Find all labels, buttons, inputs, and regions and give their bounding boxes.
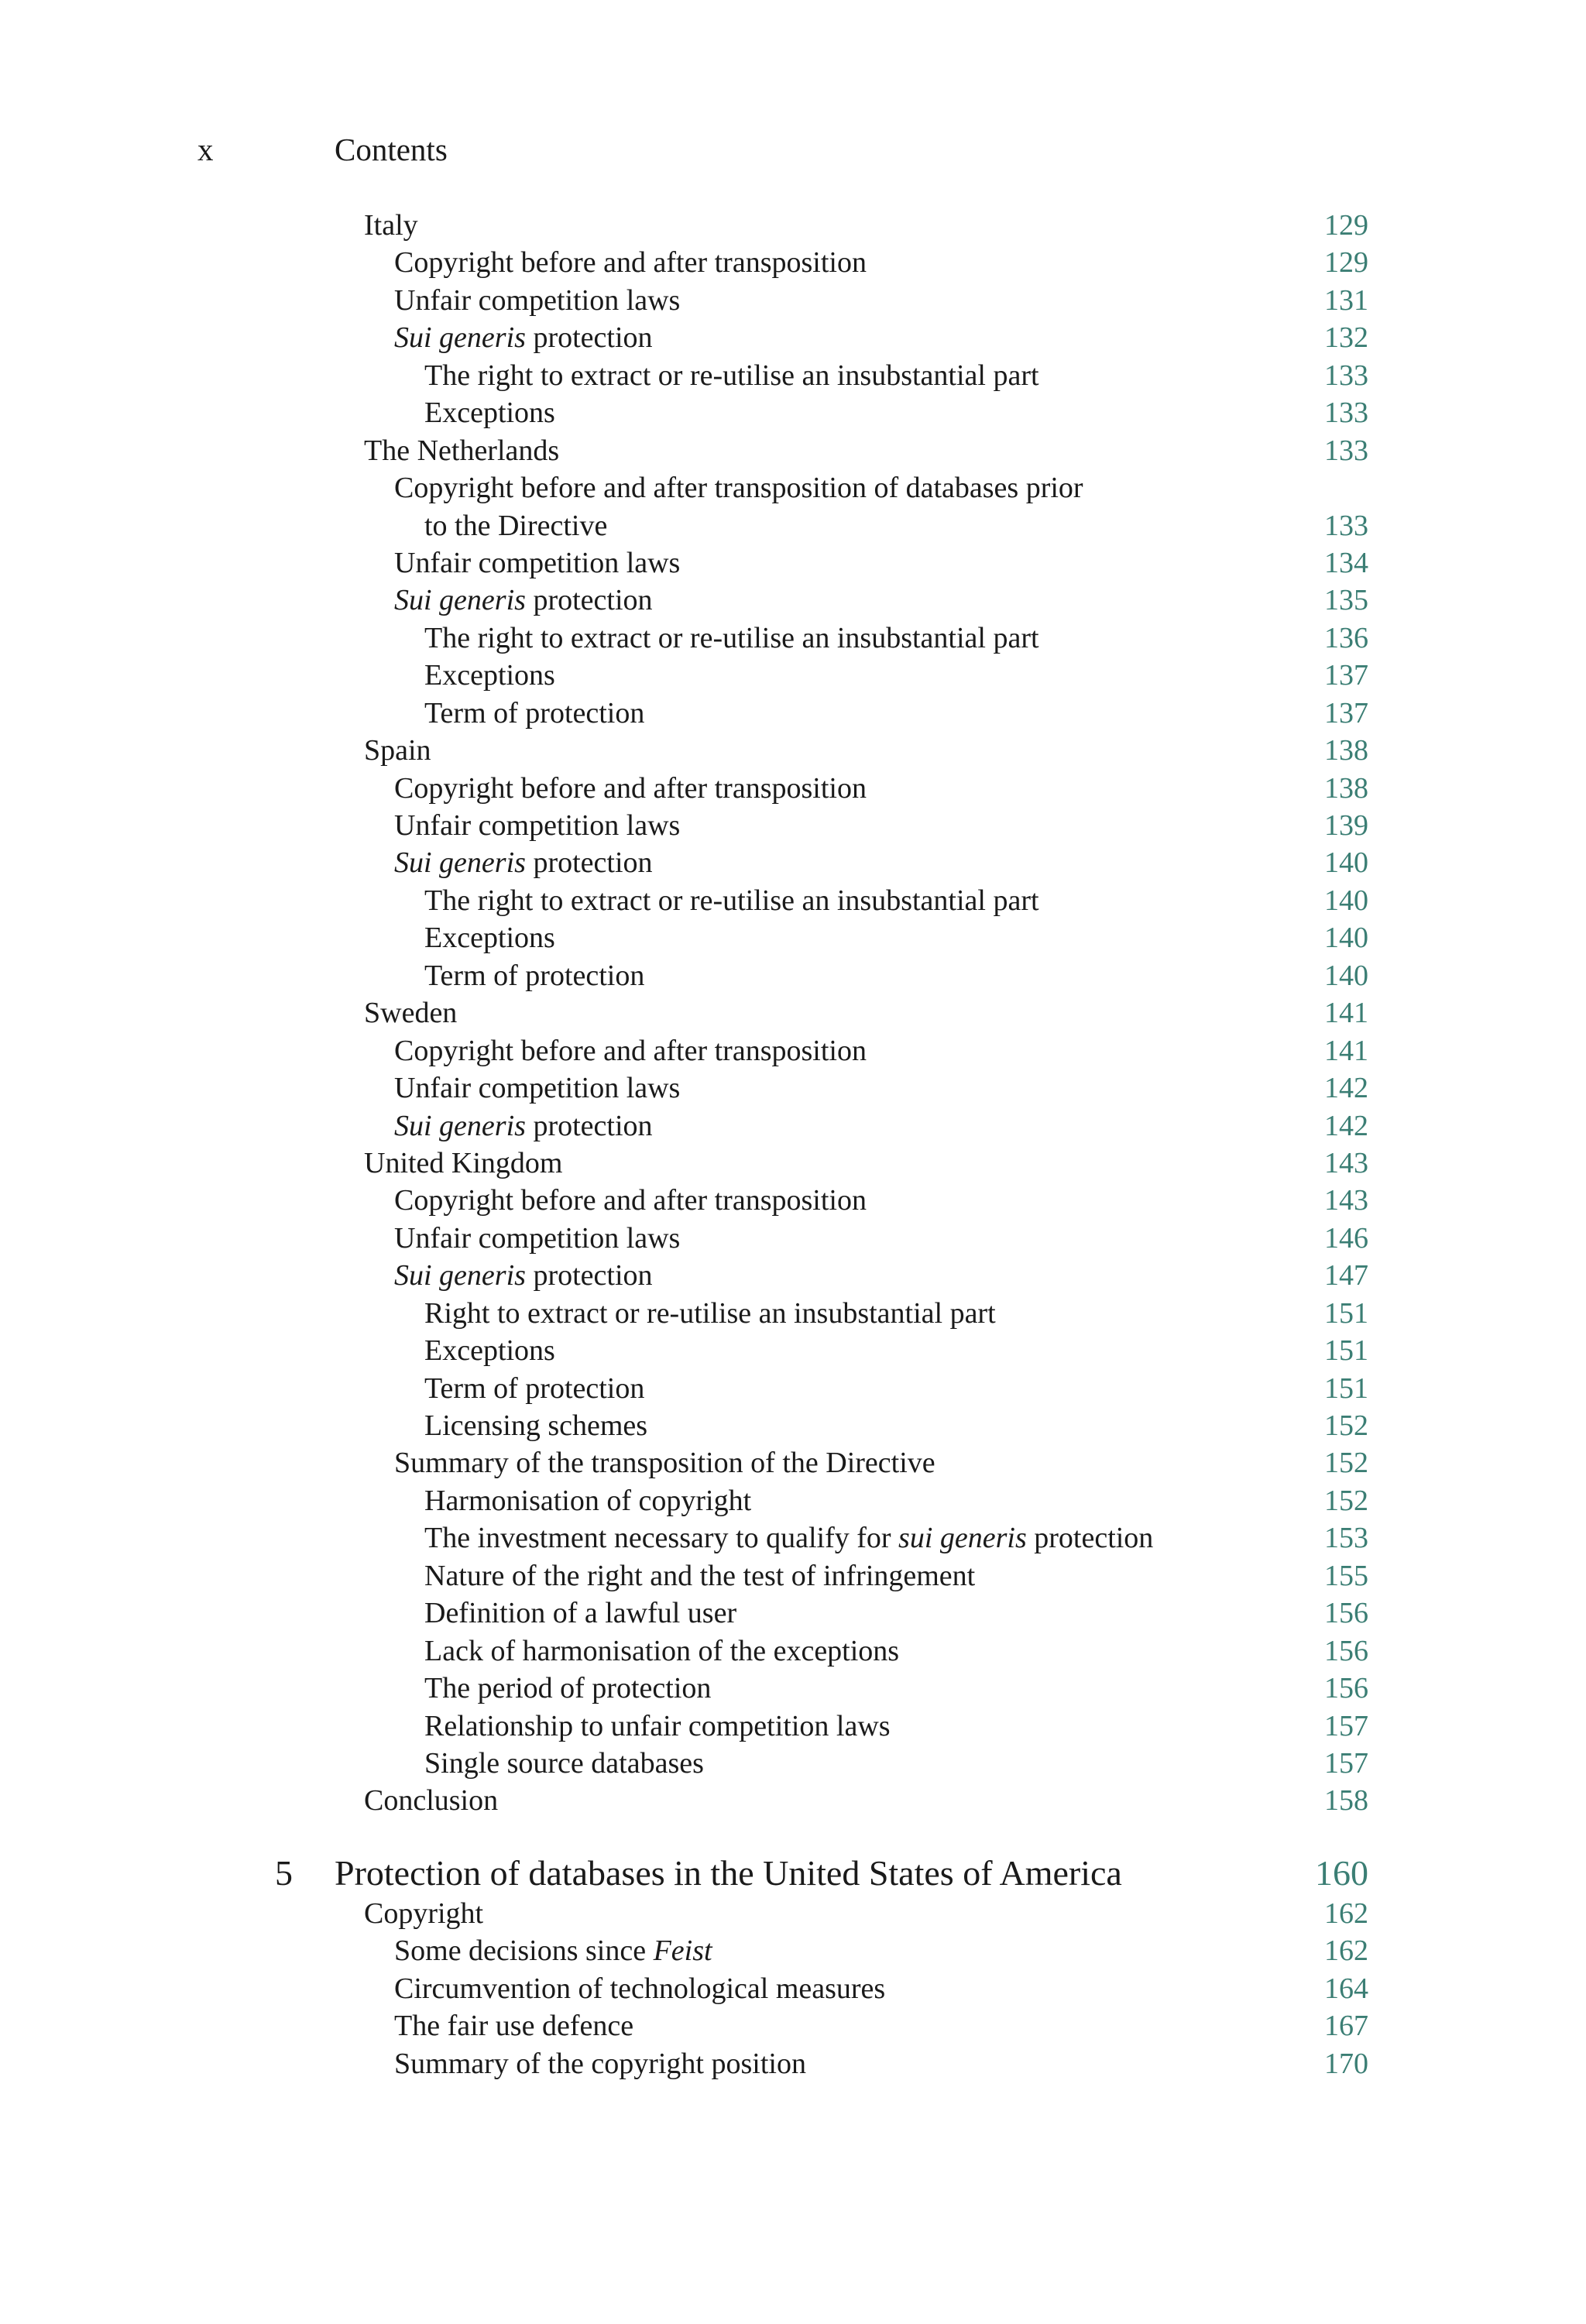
toc-entry <box>0 882 1586 919</box>
toc-page-number: 136 <box>1324 621 1368 654</box>
toc-page-number: 131 <box>1324 283 1368 317</box>
toc-entry <box>0 244 1586 281</box>
running-head <box>0 126 1586 173</box>
toc-entry-title <box>394 582 653 619</box>
toc-entry <box>0 994 1586 1032</box>
toc-entry <box>0 1895 1586 1932</box>
toc-entry <box>0 507 1586 544</box>
toc-entry-title-text: Term of protection <box>424 696 645 729</box>
page-folio: x <box>197 132 214 167</box>
toc-entry-title <box>424 507 607 544</box>
toc-entry-title <box>424 394 555 431</box>
toc-entry-title-text: Exceptions <box>424 396 555 430</box>
toc-entry-title-text: Italy <box>364 209 418 242</box>
toc-entry <box>0 770 1586 807</box>
toc-entry-title-text: Unfair competition laws <box>394 1072 681 1105</box>
toc-page-number: 137 <box>1324 659 1368 692</box>
toc-entry-title-text: Relationship to unfair competition laws <box>424 1709 891 1742</box>
toc-entry-title-text: The right to extract or re-utilise an insubstantial part <box>424 359 1039 392</box>
toc-entry-title <box>364 732 431 769</box>
toc-entry-title-text: protection <box>525 1259 653 1292</box>
toc-entry-title-text: Unfair competition laws <box>394 546 681 579</box>
toc-chapter-entry <box>0 1851 1586 1895</box>
toc-page-number: 153 <box>1324 1522 1368 1555</box>
toc-entry-title <box>394 807 680 844</box>
toc-entry-title <box>424 1482 751 1519</box>
toc-entry <box>0 1595 1586 1632</box>
toc-entry <box>0 1782 1586 1819</box>
toc-entry <box>0 919 1586 956</box>
toc-entry-title-text: Copyright before and after transposition of databases prior <box>394 472 1083 505</box>
toc-entry <box>0 319 1586 356</box>
toc-entry-title <box>335 1851 1122 1895</box>
toc-entry-title <box>364 994 457 1032</box>
toc-entry-title <box>424 1295 996 1332</box>
toc-entry-title <box>424 357 1039 394</box>
toc-entry <box>0 1745 1586 1782</box>
toc-entry-title-italic: Sui generis <box>394 584 526 617</box>
toc-page-number: 133 <box>1324 396 1368 430</box>
toc-entry-title <box>424 1370 644 1407</box>
toc-page-number: 157 <box>1324 1709 1368 1742</box>
toc-entry-title-text: Copyright before and after transposition <box>394 771 867 805</box>
toc-entry-title-text: Copyright before and after transposition <box>394 1034 867 1067</box>
toc-page-number: 140 <box>1324 922 1368 955</box>
toc-entry-title <box>424 1745 704 1782</box>
toc-page-number: 138 <box>1324 771 1368 805</box>
toc-entry <box>0 469 1586 506</box>
toc-entry-title-text: Circumvention of technological measures <box>394 1972 886 2005</box>
toc-entry <box>0 1332 1586 1369</box>
toc-entry-title-italic: Sui generis <box>394 846 526 880</box>
toc-entry-title <box>394 1182 867 1219</box>
toc-entry-title <box>394 1107 653 1145</box>
toc-entry-title-text: Term of protection <box>424 1371 645 1405</box>
toc-page-number: 135 <box>1324 584 1368 617</box>
toc-entry-title-text: Unfair competition laws <box>394 1221 681 1255</box>
toc-entry <box>0 1370 1586 1407</box>
toc-page-number: 155 <box>1324 1559 1368 1592</box>
toc-page-number: 162 <box>1324 1897 1368 1930</box>
toc-entry-title-text: protection <box>525 321 653 355</box>
toc-page-number: 152 <box>1324 1447 1368 1480</box>
toc-entry-title <box>424 1332 555 1369</box>
toc-entry-title-text: Summary of the transposition of the Directive <box>394 1447 935 1480</box>
toc-entry-title-text: protection <box>525 846 653 880</box>
toc-entry-title <box>394 1069 680 1107</box>
toc-entry-title <box>424 1595 736 1632</box>
toc-entry-title-text: Conclusion <box>364 1784 499 1818</box>
toc-page-number: 156 <box>1324 1597 1368 1630</box>
toc-page-number: 152 <box>1324 1409 1368 1442</box>
toc-entry-title <box>424 1557 975 1595</box>
toc-page-number: 146 <box>1324 1221 1368 1255</box>
toc-page-number: 137 <box>1324 696 1368 729</box>
toc-entry-title-text: protection <box>1026 1522 1154 1555</box>
toc-entry <box>0 282 1586 319</box>
toc-entry <box>0 394 1586 431</box>
toc-page-number: 141 <box>1324 1034 1368 1067</box>
toc-page-number: 167 <box>1324 2010 1368 2043</box>
toc-page-number: 133 <box>1324 509 1368 542</box>
toc-entry <box>0 1107 1586 1145</box>
toc-entry <box>0 1519 1586 1557</box>
toc-entry-title <box>394 1032 867 1069</box>
toc-entry-title <box>364 1145 562 1182</box>
toc-entry <box>0 732 1586 769</box>
toc-page-number: 134 <box>1324 546 1368 579</box>
toc-page-number: 151 <box>1324 1296 1368 1330</box>
toc-entry-title <box>364 207 418 244</box>
toc-entry-title-text: Spain <box>364 734 431 767</box>
toc-entry <box>0 620 1586 657</box>
toc-entry <box>0 1032 1586 1069</box>
toc-page-number: 142 <box>1324 1072 1368 1105</box>
toc-entry-title <box>394 770 867 807</box>
toc-page-number: 162 <box>1324 1934 1368 1968</box>
toc-entry <box>0 695 1586 732</box>
toc-entry-title-text: Copyright before and after transposition <box>394 1184 867 1217</box>
toc-entry-title <box>424 1708 891 1745</box>
toc-entry-title-text: Exceptions <box>424 922 555 955</box>
toc-page-number: 156 <box>1324 1672 1368 1705</box>
toc-page-number: 151 <box>1324 1371 1368 1405</box>
toc-entry <box>0 1069 1586 1107</box>
toc-entry-title-text: Exceptions <box>424 1334 555 1368</box>
toc-page-number: 140 <box>1324 959 1368 992</box>
toc-entry-title-text: Licensing schemes <box>424 1409 648 1442</box>
toc-entry-title <box>424 882 1039 919</box>
toc-entry-title-text: Copyright <box>364 1897 484 1930</box>
toc-entry-title-text: Sweden <box>364 997 458 1030</box>
toc-page-number: 138 <box>1324 734 1368 767</box>
toc-entry-title-italic: sui generis <box>898 1522 1027 1555</box>
toc-page-number: 143 <box>1324 1184 1368 1217</box>
toc-entry-title <box>424 957 644 994</box>
toc-entry-title-italic: Sui generis <box>394 321 526 355</box>
toc-entry-title <box>424 919 555 956</box>
toc-entry <box>0 957 1586 994</box>
toc-page-number: 160 <box>1315 1852 1368 1893</box>
toc-entry <box>0 1670 1586 1707</box>
toc-page-number: 170 <box>1324 2047 1368 2080</box>
toc-page-number: 142 <box>1324 1109 1368 1142</box>
toc-entry-title <box>394 1257 653 1294</box>
toc-entry-title <box>364 432 559 469</box>
toc-page-number: 129 <box>1324 209 1368 242</box>
toc-entry-title-text: United Kingdom <box>364 1146 563 1179</box>
toc-entry-title-text: Copyright before and after transposition <box>394 246 867 280</box>
toc-page-number: 129 <box>1324 246 1368 280</box>
toc-entry <box>0 207 1586 244</box>
toc-entry <box>0 1708 1586 1745</box>
toc-entry-title <box>424 1632 899 1670</box>
toc-page-number: 133 <box>1324 359 1368 392</box>
toc-entry-title-text: The right to extract or re-utilise an insubstantial part <box>424 884 1039 917</box>
toc-entry-title-text: Exceptions <box>424 659 555 692</box>
toc-entry-title <box>394 1444 935 1481</box>
toc-entry <box>0 582 1586 619</box>
toc-entry-title <box>394 1932 712 1969</box>
toc-entry-title-text: The right to extract or re-utilise an insubstantial part <box>424 621 1039 654</box>
toc-entry-title-text: The period of protection <box>424 1672 712 1705</box>
toc-entry <box>0 1182 1586 1219</box>
toc-entry-title <box>394 2007 633 2044</box>
toc-entry-title-text: The fair use defence <box>394 2010 634 2043</box>
toc-entry <box>0 1932 1586 1969</box>
toc-entry-title-text: Definition of a lawful user <box>424 1597 737 1630</box>
toc-entry-title <box>394 469 1083 506</box>
toc-entry-title <box>424 657 555 694</box>
toc-entry-title <box>394 844 653 881</box>
toc-entry-title <box>394 319 653 356</box>
toc-page-number: 157 <box>1324 1746 1368 1780</box>
running-head-title: Contents <box>335 132 448 167</box>
toc-page-number: 147 <box>1324 1259 1368 1292</box>
toc-entry <box>0 1632 1586 1670</box>
toc-page-number: 139 <box>1324 809 1368 842</box>
toc-entry-title-text: Term of protection <box>424 959 645 992</box>
toc-entry <box>0 1220 1586 1257</box>
toc-page-number: 164 <box>1324 1972 1368 2005</box>
toc-page-number: 140 <box>1324 846 1368 880</box>
toc-entry-title-text: Nature of the right and the test of infringement <box>424 1559 976 1592</box>
toc-entry <box>0 1407 1586 1444</box>
toc-entry <box>0 1257 1586 1294</box>
toc-entry-title-text: Single source databases <box>424 1746 704 1780</box>
toc-page-number: 133 <box>1324 434 1368 467</box>
toc-entry-title <box>424 695 644 732</box>
toc-entry <box>0 807 1586 844</box>
toc-entry <box>0 544 1586 582</box>
toc-page-number: 140 <box>1324 884 1368 917</box>
toc-entry <box>0 657 1586 694</box>
toc-entry-title-italic: Feist <box>653 1934 712 1968</box>
toc-entry <box>0 1444 1586 1481</box>
toc-entry-title <box>394 244 867 281</box>
toc-entry-title-prefix: The investment necessary to qualify for <box>424 1522 899 1555</box>
toc-entry-title <box>394 282 680 319</box>
chapter-number: 5 <box>275 1852 293 1893</box>
toc-entry-title-text: Harmonisation of copyright <box>424 1484 752 1517</box>
toc-entry-title <box>394 1220 680 1257</box>
toc-page-number: 143 <box>1324 1146 1368 1179</box>
toc-entry <box>0 1295 1586 1332</box>
toc-entry-title <box>394 1970 885 2007</box>
toc-entry-title-text: protection <box>525 584 653 617</box>
toc-entry-title-text: to the Directive <box>424 509 608 542</box>
toc-entry-title-text: Unfair competition laws <box>394 283 681 317</box>
toc-entry <box>0 2045 1586 2082</box>
toc-entry <box>0 357 1586 394</box>
table-of-contents <box>0 207 1586 2082</box>
toc-entry-title-text: protection <box>525 1109 653 1142</box>
toc-entry-title-text: Right to extract or re-utilise an insubstantial part <box>424 1296 996 1330</box>
toc-entry-title-text: The Netherlands <box>364 434 560 467</box>
toc-entry-title-italic: Sui generis <box>394 1109 526 1142</box>
toc-entry <box>0 432 1586 469</box>
toc-page-number: 132 <box>1324 321 1368 355</box>
toc-entry-title <box>394 544 680 582</box>
toc-page-number: 141 <box>1324 997 1368 1030</box>
toc-entry <box>0 1145 1586 1182</box>
toc-entry-title-prefix: Some decisions since <box>394 1934 654 1968</box>
toc-entry <box>0 1482 1586 1519</box>
toc-entry <box>0 1970 1586 2007</box>
toc-entry-title-text: Protection of databases in the United States of America <box>335 1852 1122 1893</box>
toc-entry-title <box>394 2045 806 2082</box>
toc-entry <box>0 2007 1586 2044</box>
toc-entry-title-text: Summary of the copyright position <box>394 2047 806 2080</box>
toc-entry-title <box>424 1519 1153 1557</box>
toc-entry-title-italic: Sui generis <box>394 1259 526 1292</box>
toc-entry-title-text: Lack of harmonisation of the exceptions <box>424 1634 900 1667</box>
toc-page-number: 152 <box>1324 1484 1368 1517</box>
toc-page-number: 156 <box>1324 1634 1368 1667</box>
toc-entry-title <box>424 620 1039 657</box>
toc-entry <box>0 844 1586 881</box>
toc-entry-title <box>424 1670 711 1707</box>
toc-entry-title-text: Unfair competition laws <box>394 809 681 842</box>
toc-entry-title <box>424 1407 647 1444</box>
toc-entry <box>0 1557 1586 1595</box>
toc-page-number: 151 <box>1324 1334 1368 1368</box>
toc-entry-title <box>364 1782 498 1819</box>
toc-entry-title <box>364 1895 483 1932</box>
toc-page-number: 158 <box>1324 1784 1368 1818</box>
